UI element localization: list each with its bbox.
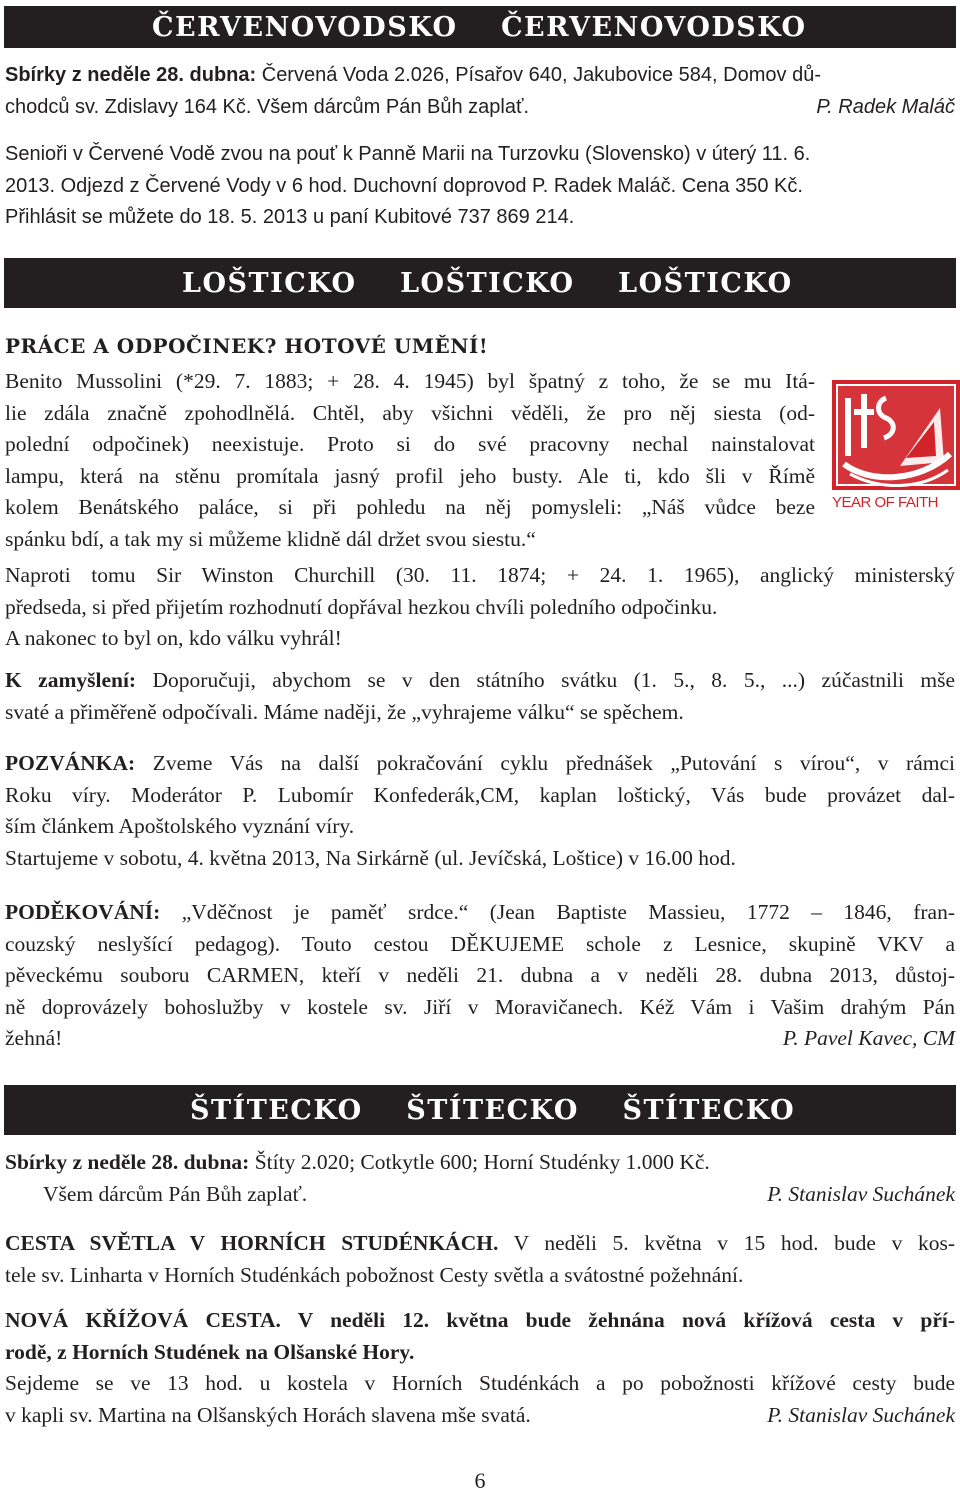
sbirky-text: Červená Voda 2.026, Písařov 640, Jakubovice 584, Domov dů-: [256, 64, 821, 86]
podekovani-label: PODĚKOVÁNÍ:: [5, 900, 161, 924]
churchill-paragraph: [5, 560, 955, 655]
sbirky-text: chodců sv. Zdislavy 164 Kč. Všem dárcům Pán Bůh zaplať.: [5, 95, 530, 118]
paragraph-line: Sejdeme se ve 13 hod. u kostela v Horních Studénkách a po pobožnosti křížové cesty bude: [5, 1371, 955, 1395]
zamysleni-label: K zamyšlení:: [5, 668, 137, 692]
cervenovodsko-pout: [5, 139, 955, 234]
pozvanka-paragraph: [5, 748, 955, 874]
paragraph-line: kolem Benátského paláce, si při pohledu na něj pomysleli: „Náš vůdce beze: [5, 495, 815, 519]
paragraph-line: Přihlásit se můžete do 18. 5. 2013 u paní Kubitové 737 869 214.: [5, 206, 575, 228]
paragraph-line: Startujeme v sobotu, 4. května 2013, Na Sirkárně (ul. Jevíčská, Loštice) v 16.00 hod.: [5, 845, 736, 870]
section-header-text: ČERVENOVODSKO ČERVENOVODSKO: [152, 11, 807, 43]
paragraph-line: lie zdála značně zpohodlnělá. Chtěl, aby všichni věděli, že pro něj siesta (od-: [5, 400, 815, 425]
paragraph-line: spánku bdí, a tak my si můžeme klidně dál držet svou siestu.“: [5, 526, 536, 551]
article-body: [5, 366, 815, 555]
sbirky-label: Sbírky z neděle 28. dubna:: [5, 64, 257, 86]
paragraph-text: Doporučuji, abychom se v den státního svátku (1. 5., 8. 5., ...) zúčastnili mše: [136, 668, 955, 692]
paragraph-text: v kapli sv. Martina na Olšanských Horách slavena mše svatá.: [5, 1402, 531, 1427]
sbirky-label: Sbírky z neděle 28. dubna:: [5, 1150, 250, 1174]
paragraph-line: 2013. Odjezd z Červené Vody v 6 hod. Duchovní doprovod P. Radek Maláč. Cena 350 Kč.: [5, 174, 803, 197]
paragraph-line: ším článkem Apoštolského vyznání víry.: [5, 814, 355, 838]
paragraph-line: tele sv. Linharta v Horních Studénkách pobožnost Cesty světla a svátostné požehnání.: [5, 1262, 744, 1287]
paragraph-text: žehná!: [5, 1026, 63, 1050]
paragraph-line: polední odpočinek) neexistuje. Proto si do své pracovny nechal nainstalovat: [5, 432, 815, 456]
section-header-cervenovodsko: [4, 6, 956, 48]
paragraph-text: Zveme Vás na další pokračování cyklu přednášek „Putování s vírou“, v rámci: [135, 751, 955, 775]
section-header-text: ŠTÍTECKO ŠTÍTECKO ŠTÍTECKO: [190, 1094, 796, 1126]
paragraph-line: couzský neslyšící pedagog). Touto cestou DĚKUJEME schole z Lesnice, skupině VKV a: [5, 931, 955, 956]
paragraph-line: Senioři v Červené Vodě zvou na pouť k Panně Marii na Turzovku (Slovensko) v úterý 11. 6.: [5, 143, 811, 165]
sbirky-text: Všem dárcům Pán Bůh zaplať.: [43, 1181, 308, 1206]
paragraph-line: svaté a přiměřeně odpočívali. Máme naději, že „vyhrajeme válku“ se spěchem.: [5, 699, 684, 724]
signature: P. Stanislav Suchánek: [767, 1402, 955, 1427]
paragraph-line: A nakonec to byl on, kdo válku vyhrál!: [5, 626, 342, 650]
zamysleni-paragraph: [5, 665, 955, 728]
paragraph-line: rodě, z Horních Studének na Olšanské Hory.: [5, 1339, 415, 1364]
signature: P. Radek Maláč: [816, 95, 955, 118]
year-of-faith-logo: [830, 378, 960, 520]
logo-caption: YEAR OF FAITH: [832, 494, 939, 511]
section-header-text: LOŠTICKO LOŠTICKO LOŠTICKO: [182, 267, 793, 299]
article-title: PRÁCE A ODPOČINEK? HOTOVÉ UMĚNÍ!: [5, 334, 489, 358]
page-number: 6: [474, 1468, 486, 1493]
paragraph-line: předseda, si před přijetím rozhodnutí dopřával hezkou chvíli poledního odpočinku.: [5, 594, 718, 619]
paragraph-text: V neděli 12. května bude žehnána nová křížová cesta v pří-: [280, 1308, 956, 1332]
sbirky-text: Štíty 2.020; Cotkytle 600; Horní Studénky 1.000 Kč.: [249, 1150, 710, 1174]
paragraph-line: Benito Mussolini (*29. 7. 1883; + 28. 4. 1945) byl špatný z toho, že se mu Itá-: [5, 369, 815, 393]
section-header-losticko: [4, 258, 956, 308]
stitecko-sbirky: [5, 1147, 955, 1210]
paragraph-line: Naproti tomu Sir Winston Churchill (30. 11. 1874; + 24. 1. 1965), anglický ministerský: [5, 563, 955, 587]
nova-label: NOVÁ KŘÍŽOVÁ CESTA.: [5, 1308, 281, 1332]
paragraph-text: V neděli 5. května v 15 hod. bude v kos-: [498, 1231, 955, 1255]
section-header-stitecko: [4, 1085, 956, 1135]
signature: P. Pavel Kavec, CM: [782, 1026, 955, 1050]
signature: P. Stanislav Suchánek: [767, 1181, 955, 1206]
cesta-svetla-paragraph: [5, 1228, 955, 1291]
pozvanka-label: POZVÁNKA:: [5, 751, 136, 775]
paragraph-line: pěveckému souboru CARMEN, kteří v neděli 21. dubna a v neděli 28. dubna 2013, důstoj-: [5, 963, 955, 987]
paragraph-line: lampu, která na stěnu promítala jasný profil jeho busty. Ale ti, kdo šli v Římě: [5, 463, 815, 488]
cervenovodsko-sbirky: [5, 60, 955, 123]
nova-krizova-cesta-paragraph: [5, 1305, 955, 1431]
paragraph-line: Roku víry. Moderátor P. Lubomír Konfederák,CM, kaplan loštický, Vás bude provázet dal-: [5, 782, 955, 807]
paragraph-line: ně doprovázely bohoslužby v kostele sv. Jiří v Moravičanech. Kéž Vám i Vašim drahým Pán: [5, 994, 955, 1019]
podekovani-paragraph: [5, 897, 955, 1055]
paragraph-text: „Vděčnost je paměť srdce.“ (Jean Baptiste Massieu, 1772 – 1846, fran-: [160, 900, 955, 924]
cesta-label: CESTA SVĚTLA V HORNÍCH STUDÉNKÁCH.: [5, 1231, 499, 1255]
